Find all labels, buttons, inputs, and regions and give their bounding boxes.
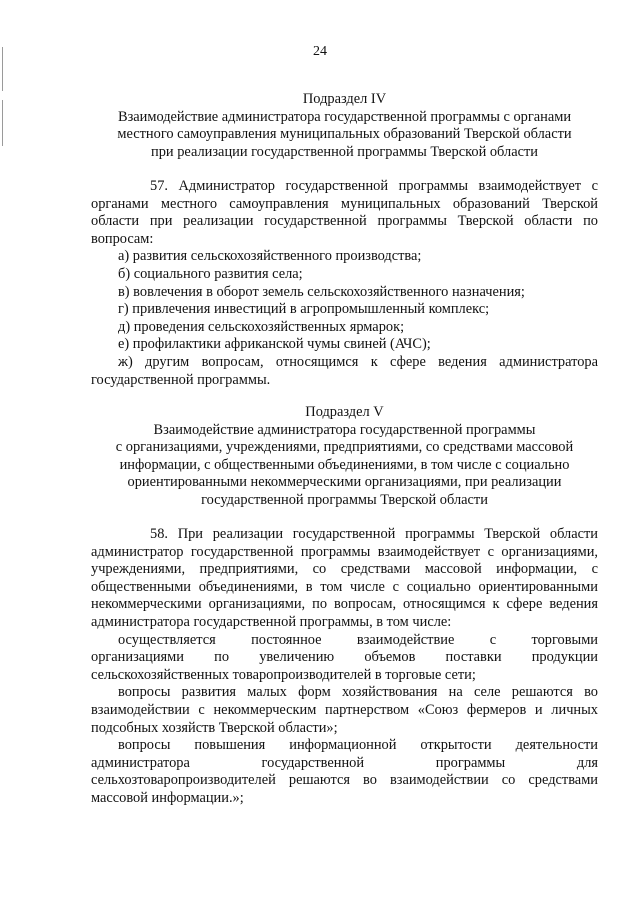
paragraph-58-item-line: сельскохозяйственных товаропроизводителей в торговые сети; (91, 666, 476, 683)
subsection-5-title-line: с организациями, учреждениями, предприятиями, со средствами массовой (115, 439, 574, 456)
subsection-4-title-line: Взаимодействие администратора государственной программы с органами (117, 108, 572, 125)
subsection-5-title-line: Взаимодействие администратора государственной программы (153, 421, 536, 438)
list-item: ж) другим вопросам, относящимся к сфере ведения администратора государственной программы. (91, 353, 598, 388)
paragraph-58-item-line: осуществляется постоянное взаимодействие с торговыми (118, 631, 598, 648)
paragraph-58-item-line: взаимодействии с некоммерческим партнерством «Союз фермеров и личных (91, 701, 598, 718)
paragraph-58-item-line: администратора государственной программы для (91, 754, 598, 771)
subsection-4-header (91, 91, 598, 161)
list-item: е) профилактики африканской чумы свиней (АЧС); (118, 336, 431, 353)
paragraph-58-item-line: вопросы повышения информационной открытости деятельности (118, 737, 598, 754)
paragraph-58-item (91, 737, 598, 807)
paragraph-58-item (91, 632, 598, 685)
subsection-4-heading: Подраздел IV (302, 91, 387, 107)
paragraph-58 (91, 526, 598, 808)
subsection-5-header (91, 404, 598, 510)
subsection-4-title-line: при реализации государственной программы Тверской области (151, 143, 538, 160)
paragraph-58-item-line: массовой информации.»; (91, 789, 244, 806)
paragraph-58-item-line: сельхозтоваропроизводителей решаются во взаимодействии со средствами (91, 772, 598, 789)
subsection-5-title-line: государственной программы Тверской области (201, 491, 488, 508)
list-item: г) привлечения инвестиций в агропромышленный комплекс; (118, 301, 490, 318)
paragraph-58-item-line: подсобных хозяйств Тверской области»; (91, 719, 338, 736)
paragraph-58-item (91, 684, 598, 737)
page-number: 24 (313, 44, 327, 59)
list-item: д) проведения сельскохозяйственных ярмарок; (118, 318, 405, 335)
subsection-5-title-line: ориентированными некоммерческими организациями, при реализации (127, 474, 562, 491)
list-item: б) социального развития села; (118, 265, 303, 282)
paragraph-57-lead: 57. Администратор государственной программы взаимодействует с органами местного самоуправления муниципальных образований Тверской области при реализации государственной программы Тверской области по вопросам: (91, 178, 598, 247)
subsection-4-title-line: местного самоуправления муниципальных образований Тверской области (117, 126, 572, 143)
scan-edge-mark (2, 100, 3, 146)
paragraph-58-item-line: вопросы развития малых форм хозяйствования на селе решаются во (118, 684, 598, 701)
subsection-5-heading: Подраздел V (305, 404, 384, 420)
list-item: в) вовлечения в оборот земель сельскохозяйственного назначения; (118, 283, 525, 300)
paragraph-57 (91, 178, 598, 389)
paragraph-58-lead: 58. При реализации государственной программы Тверской области администратор государственной программы взаимодействует с организациями, учреждениями, предприятиями, со средствами массовой информации, с общественными объединениями, в том числе с социально ориентированными некоммерческими организациями, по вопросам, относящимся к сфере ведения администратора государственной программы, в том числе: (91, 526, 598, 630)
subsection-5-title-line: информации, с общественными объединениями, в том числе с социально (119, 456, 570, 473)
paragraph-58-item-line: организациями по увеличению объемов поставки продукции (91, 649, 598, 666)
list-item: а) развития сельскохозяйственного производства; (118, 248, 422, 265)
